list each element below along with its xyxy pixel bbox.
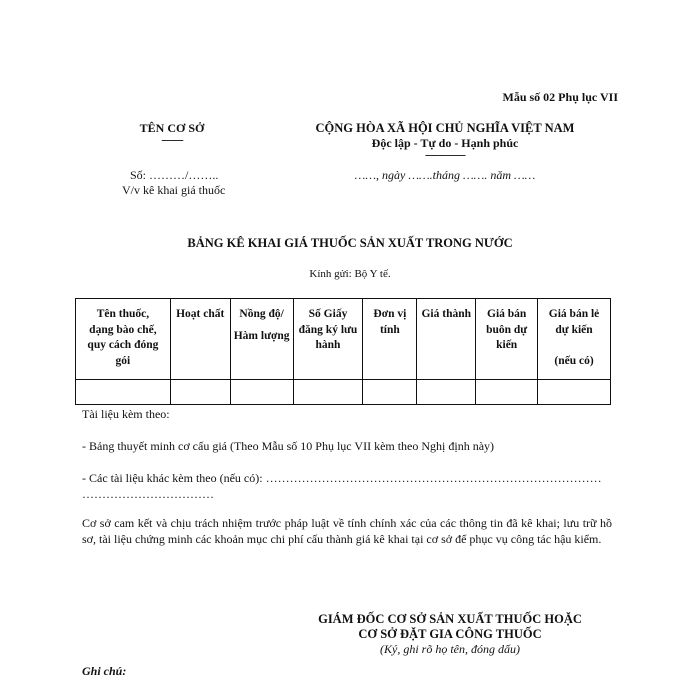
commitment-paragraph: Cơ sở cam kết và chịu trách nhiệm trước pháp luật về tính chính xác của các thông tin đã kê khai; lưu trữ hồ sơ, tài liệu chứng minh các khoản mục chi phí cấu thành giá kê khai tại cơ sở để phục vụ công tác hậu kiểm. [82,516,612,546]
table-cell [538,380,611,405]
document-subject: V/v kê khai giá thuốc [122,183,226,197]
table-cell [363,380,417,405]
attachments-label: Tài liệu kèm theo: [82,407,170,421]
table-header-row [76,299,611,380]
table-cell [417,380,476,405]
facility-name: TÊN CƠ SỞ [139,121,205,135]
date-line: ……, ngày …….tháng ……. năm …… [354,168,536,182]
document-number: Số: ………/…….. [130,168,219,182]
signature-title-line2: CƠ SỞ ĐẶT GIA CÔNG THUỐC [358,627,542,641]
form-code: Mẫu số 02 Phụ lục VII [502,90,618,104]
header-cost-price: Giá thành [417,299,476,380]
header-wholesale-price: Giá bán buôn dự kiến [476,299,538,380]
republic-heading: CỘNG HÒA XÃ HỘI CHỦ NGHĨA VIỆT NAM [315,121,575,135]
footnote-label: Ghi chú: [82,664,127,678]
header-active-ingredient: Hoạt chất [170,299,230,380]
document-title: BẢNG KÊ KHAI GIÁ THUỐC SẢN XUẤT TRONG NƯỚC [187,236,513,250]
price-declaration-table [75,298,611,405]
signature-title-line1: GIÁM ĐỐC CƠ SỞ SẢN XUẤT THUỐC HOẶC [318,612,582,626]
motto-dash: --------------- [425,149,465,161]
motto: Độc lập - Tự do - Hạnh phúc [371,136,519,150]
attachment-item-cost-breakdown: - Bảng thuyết minh cơ cấu giá (Theo Mẫu số 10 Phụ lục VII kèm theo Nghị định này) [82,439,495,453]
table-cell [293,380,363,405]
table-cell [230,380,293,405]
table-row [76,380,611,405]
header-retail-price: Giá bán lẻ dự kiến (nếu có) [538,299,611,380]
header-drug-name: Tên thuốc, dạng bào chế, quy cách đóng gói [76,299,171,380]
signature-note: (Ký, ghi rõ họ tên, đóng dấu) [380,642,520,656]
facility-dash: -------- [161,134,183,146]
table-cell [170,380,230,405]
attachment-item-other-docs: - Các tài liệu khác kèm theo (nếu có): ………………………………………………………………………… [82,471,602,485]
header-concentration: Nồng độ/ Hàm lượng [230,299,293,380]
header-unit: Đơn vị tính [363,299,417,380]
table-cell [76,380,171,405]
table-cell [476,380,538,405]
recipient: Kính gửi: Bộ Y tế. [309,268,391,280]
header-registration-number: Số Giấy đăng ký lưu hành [293,299,363,380]
attachment-dots-line: …………………………… [82,487,214,501]
